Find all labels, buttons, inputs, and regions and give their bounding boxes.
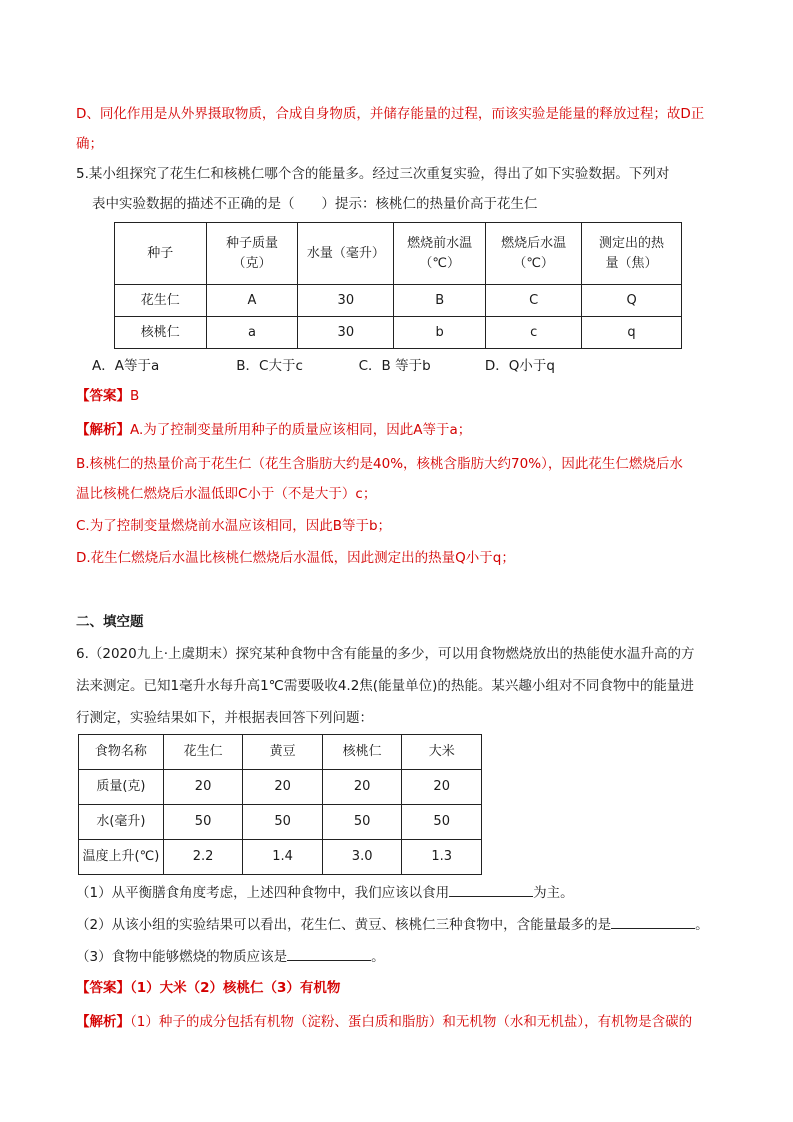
answer-blank-1[interactable] xyxy=(449,882,533,897)
table-cell: 温度上升(℃) xyxy=(79,840,164,875)
analysis-tag: 【解析】 xyxy=(76,422,130,438)
table-header-cell: 测定出的热 量（焦） xyxy=(582,223,682,285)
q5-analysis-line1: 【解析】A.为了控制变量所用种子的质量应该相同，因此A等于a； xyxy=(76,422,472,438)
table-header-cell: 核桃仁 xyxy=(322,735,402,770)
q6-stem-line1: 6.（2020九上·上虞期末）探究某种食物中含有能量的多少，可以用食物燃烧放出的热能使水温升高的方 xyxy=(76,646,695,662)
choice-a: A．A等于a xyxy=(92,358,160,374)
table-cell: 质量(克) xyxy=(79,770,164,805)
table-header-cell: 种子质量 （克） xyxy=(206,223,298,285)
table-header-cell: 燃烧后水温 （℃） xyxy=(486,223,582,285)
table-cell: 50 xyxy=(163,805,243,840)
table-cell: 20 xyxy=(322,770,402,805)
table-cell: 50 xyxy=(243,805,323,840)
table-header-cell: 燃烧前水温 （℃） xyxy=(394,223,486,285)
choice-c: C．B 等于b xyxy=(358,358,431,374)
q5-choices xyxy=(92,356,555,376)
table-row xyxy=(79,840,482,875)
table-cell: 3.0 xyxy=(322,840,402,875)
table-cell: 20 xyxy=(163,770,243,805)
table-cell: b xyxy=(394,317,486,349)
q5-answer xyxy=(76,386,726,406)
q4-option-d-line2: 确； xyxy=(76,136,103,152)
q5-data-table xyxy=(114,222,682,349)
table-cell: A xyxy=(206,285,298,317)
table-cell: C xyxy=(486,285,582,317)
q6-answer xyxy=(76,978,726,998)
q5-analysis-line3: 温比核桃仁燃烧后水温低即C小于（不是大于）c； xyxy=(76,486,377,502)
table-header-cell: 大米 xyxy=(402,735,482,770)
q4-option-d-line1: D、同化作用是从外界摄取物质，合成自身物质，并储存能量的过程，而该实验是能量的释放过程；故D正 xyxy=(76,106,705,122)
table-row xyxy=(79,770,482,805)
table-header-cell: 黄豆 xyxy=(243,735,323,770)
table-cell: 水(毫升) xyxy=(79,805,164,840)
table-cell: 30 xyxy=(298,317,394,349)
table-row xyxy=(79,805,482,840)
table-header-row xyxy=(79,735,482,770)
q5-analysis-line5: D.花生仁燃烧后水温比核桃仁燃烧后水温低，因此测定出的热量Q小于q； xyxy=(76,550,515,566)
table-header-cell: 种子 xyxy=(115,223,207,285)
table-cell: 50 xyxy=(322,805,402,840)
q6-sub2: （2）从该小组的实验结果可以看出，花生仁、黄豆、核桃仁三种食物中，含能量最多的是 。 xyxy=(76,914,726,935)
section-title: 二、填空题 xyxy=(76,614,144,630)
q5-analysis-line2: B.核桃仁的热量价高于花生仁（花生含脂肪大约是40%，核桃含脂肪大约70%），因此花生仁燃烧后水 xyxy=(76,456,683,472)
table-cell: a xyxy=(206,317,298,349)
table-row xyxy=(115,317,682,349)
q6-analysis: 【解析】（1）种子的成分包括有机物（淀粉、蛋白质和脂肪）和无机物（水和无机盐），有机物是含碳的 xyxy=(76,1014,693,1030)
q5-stem-line2: 表中实验数据的描述不正确的是（ ）提示：核桃仁的热量价高于花生仁 xyxy=(92,196,538,212)
table-header-cell: 花生仁 xyxy=(163,735,243,770)
table-cell: 50 xyxy=(402,805,482,840)
q6-sub1: （1）从平衡膳食角度考虑，上述四种食物中，我们应该以食用 为主。 xyxy=(76,882,726,903)
q5-analysis-line4: C.为了控制变量燃烧前水温应该相同，因此B等于b； xyxy=(76,518,392,534)
analysis-tag: 【解析】 xyxy=(76,1014,130,1030)
table-cell: 20 xyxy=(402,770,482,805)
table-cell: 20 xyxy=(243,770,323,805)
table-cell: 核桃仁 xyxy=(115,317,207,349)
table-cell: 30 xyxy=(298,285,394,317)
q6-food-table xyxy=(78,734,482,875)
table-cell: 花生仁 xyxy=(115,285,207,317)
answer-tag: 【答案】 xyxy=(76,980,130,996)
choice-b: B．C大于c xyxy=(236,358,303,374)
answer-value: B xyxy=(130,388,140,404)
table-cell: B xyxy=(394,285,486,317)
table-header-row xyxy=(115,223,682,285)
answer-tag: 【答案】 xyxy=(76,388,130,404)
table-cell: Q xyxy=(582,285,682,317)
table-cell: c xyxy=(486,317,582,349)
table-header-cell: 食物名称 xyxy=(79,735,164,770)
q6-sub3: （3）食物中能够燃烧的物质应该是 。 xyxy=(76,946,726,967)
table-cell: 2.2 xyxy=(163,840,243,875)
table-header-cell: 水量（毫升） xyxy=(298,223,394,285)
answer-value: （1）大米（2）核桃仁（3）有机物 xyxy=(130,980,341,996)
answer-blank-2[interactable] xyxy=(611,914,695,929)
q6-stem-line2: 法来测定。已知1毫升水每升高1℃需要吸收4.2焦(能量单位)的热能。某兴趣小组对不同食物中的能量进 xyxy=(76,678,694,694)
table-row xyxy=(115,285,682,317)
q5-stem-line1: 5.某小组探究了花生仁和核桃仁哪个含的能量多。经过三次重复实验，得出了如下实验数据。下列对 xyxy=(76,166,670,182)
q6-stem-line3: 行测定，实验结果如下，并根据表回答下列问题： xyxy=(76,710,373,726)
choice-d: D．Q小于q xyxy=(484,358,555,374)
table-cell: 1.4 xyxy=(243,840,323,875)
table-cell: 1.3 xyxy=(402,840,482,875)
answer-blank-3[interactable] xyxy=(287,946,371,961)
table-cell: q xyxy=(582,317,682,349)
